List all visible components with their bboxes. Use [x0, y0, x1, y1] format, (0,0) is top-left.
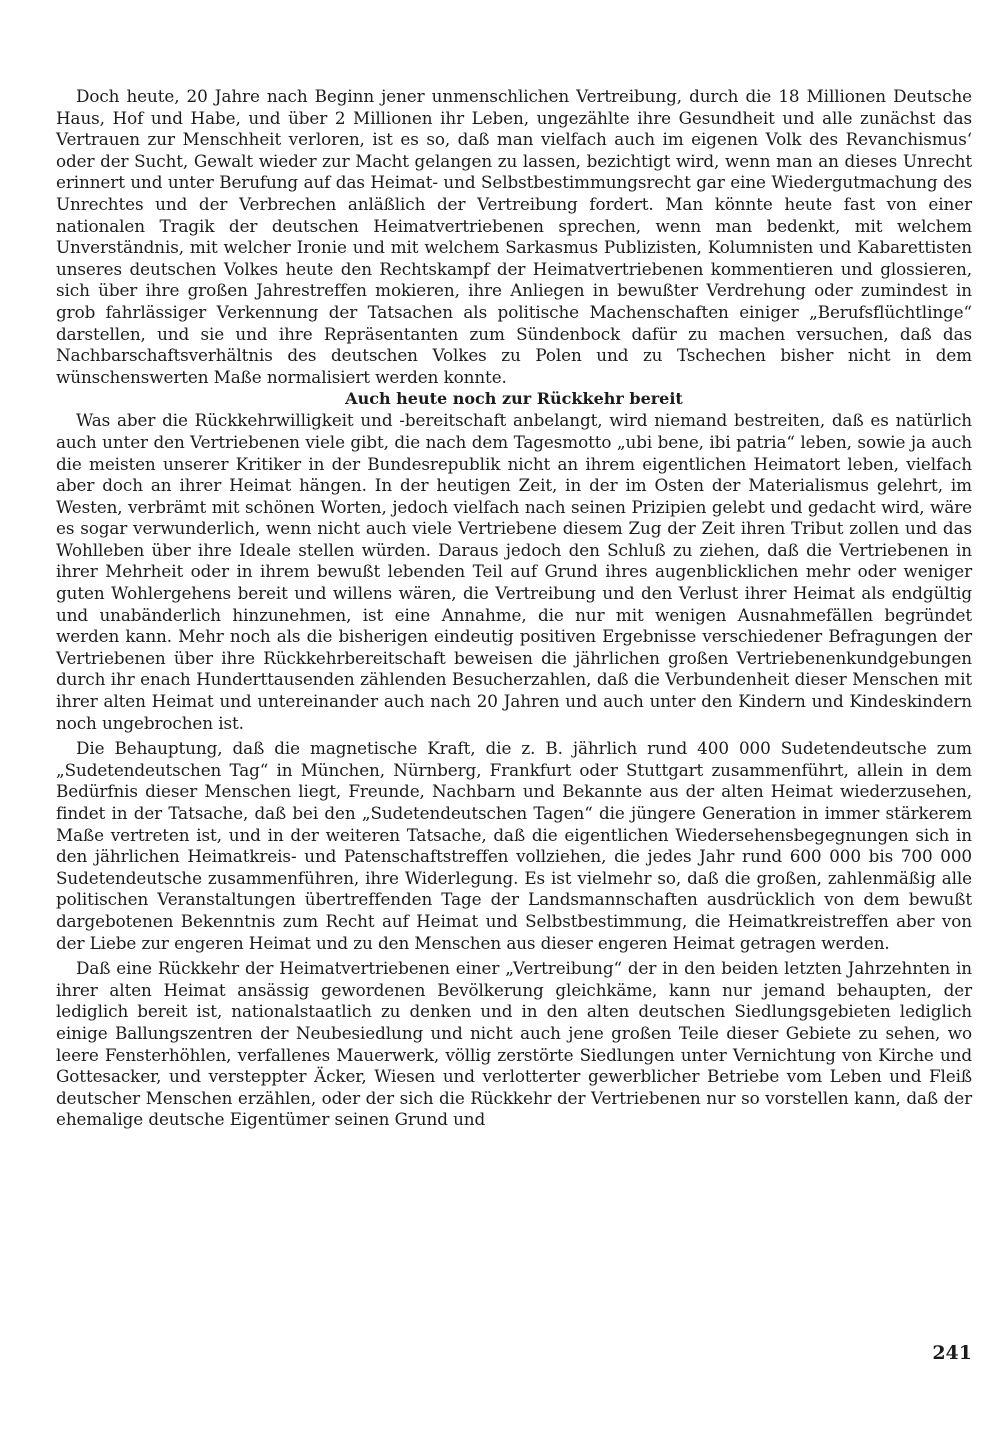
page-number: 241 [932, 1342, 972, 1364]
paragraph-4: Daß eine Rückkehr der Heimatvertriebenen einer „Vertreibung“ der in den beiden letzten Jahrzehnten in ihrer alten Heimat ansässig gewordenen Bevölkerung gleichkäme, kann nur jemand behaupten, der lediglich bereit ist, nationalstaatlich zu denken und in den alten deutschen Siedlungsgebieten lediglich einige Ballungszentren der Neubesiedlung und nicht auch jene großen Teile dieser Gebiete zu sehen, wo leere Fensterhöhlen, verfallenes Mauerwerk, völlig zerstörte Siedlungen unter Vernichtung von Kirche und Gottesacker, und versteppter Äcker, Wiesen und verlotterter gewerblicher Betriebe vom Leben und Fleiß deutscher Menschen erzählen, oder der sich die Rückkehr der Vertriebenen nur so vorstellen kann, daß der ehemalige deutsche Eigentümer seinen Grund und [56, 958, 972, 1130]
document-page [56, 86, 972, 1131]
paragraph-1: Doch heute, 20 Jahre nach Beginn jener unmenschlichen Vertreibung, durch die 18 Millionen Deutsche Haus, Hof und Habe, und über 2 Millionen ihr Leben, ungezählte ihre Gesundheit und alle zunächst das Vertrauen zur Menschheit verloren, ist es so, daß man vielfach auch im eigenen Volk des Revanchismus‘ oder der Sucht, Gewalt wieder zur Macht gelangen zu lassen, bezichtigt wird, wenn man an dieses Unrecht erinnert und unter Berufung auf das Heimat- und Selbstbestimmungsrecht gar eine Wiedergutmachung des Unrechtes und der Verbrechen anläßlich der Vertreibung fordert. Man könnte heute fast von einer nationalen Tragik der deutschen Heimatvertriebenen sprechen, wenn man bedenkt, mit welchem Unverständnis, mit welcher Ironie und mit welchem Sarkasmus Publizisten, Kolumnisten und Kabarettisten unseres deutschen Volkes heute den Rechtskampf der Heimatvertriebenen kommentieren und glossieren, sich über ihre großen Jahrestreffen mokieren, ihre Anliegen in bewußter Verdrehung oder zumindest in grob fahrlässiger Verkennung der Tatsachen als politische Machenschaften einiger „Berufsflüchtlinge“ darstellen, und sie und ihre Repräsentanten zum Sündenbock dafür zu machen versuchen, daß das Nachbarschaftsverhältnis des deutschen Volkes zu Polen und zu Tschechen bisher nicht in dem wünschenswerten Maße normalisiert werden konnte. [56, 86, 972, 387]
section-heading: Auch heute noch zur Rückkehr bereit [345, 389, 683, 409]
paragraph-2: Was aber die Rückkehrwilligkeit und -bereitschaft anbelangt, wird niemand bestreiten, daß es natürlich auch unter den Vertriebenen viele gibt, die nach dem Tagesmotto „ubi bene, ibi patria“ leben, sowie ja auch die meisten unserer Kritiker in der Bundesrepublik nicht an ihrem eigentlichen Heimatort leben, vielfach aber doch an ihrer Heimat hängen. In der heutigen Zeit, in der im Osten der Materialismus gelehrt, im Westen, verbrämt mit schönen Worten, jedoch vielfach nach seinen Prizipien gelebt und gedacht wird, wäre es sogar verwunderlich, wenn nicht auch viele Vertriebene diesem Zug der Zeit ihren Tribut zollen und das Wohlleben über ihre Ideale stellen würden. Daraus jedoch den Schluß zu ziehen, daß die Vertriebenen in ihrer Mehrheit oder in ihrem bewußt lebenden Teil auf Grund ihres augenblicklichen mehr oder weniger guten Wohlergehens bereit und willens wären, die Vertreibung und den Verlust ihrer Heimat als endgültig und unabänderlich hinzunehmen, ist eine Annahme, die nur mit wenigen Ausnahmefällen begründet werden kann. Mehr noch als die bisherigen eindeutig positiven Ergebnisse verschiedener Befragungen der Vertriebenen über ihre Rückkehrbereitschaft beweisen die jährlichen großen Vertriebenenkundgebungen durch ihr enach Hunderttausenden zählenden Besucherzahlen, daß die Verbundenheit dieser Menschen mit ihrer alten Heimat und untereinander auch nach 20 Jahren und auch unter den Kindern und Kindeskindern noch ungebrochen ist. [56, 410, 972, 733]
paragraph-3: Die Behauptung, daß die magnetische Kraft, die z. B. jährlich rund 400 000 Sudetendeutsche zum „Sudetendeutschen Tag“ in München, Nürnberg, Frankfurt oder Stuttgart zusammenführt, allein in dem Bedürfnis dieser Menschen liegt, Freunde, Nachbarn und Bekannte aus der alten Heimat wiederzusehen, findet in der Tatsache, daß bei den „Sudetendeutschen Tagen“ die jüngere Generation in immer stärkerem Maße vertreten ist, und in der weiteren Tatsache, daß die eigentlichen Wiedersehensbegegnungen sich in den jährlichen Heimatkreis- und Patenschaftstreffen vollziehen, die jedes Jahr rund 600 000 bis 700 000 Sudetendeutsche zusammenführen, ihre Widerlegung. Es ist vielmehr so, daß die großen, zahlenmäßig alle politischen Veranstaltungen übertreffenden Tage der Landsmannschaften ausdrücklich von dem bewußt dargebotenen Bekenntnis zum Recht auf Heimat und Selbstbestimmung, die Heimatkreistreffen aber von der Liebe zur engeren Heimat und zu den Menschen aus dieser engeren Heimat getragen werden. [56, 738, 972, 953]
